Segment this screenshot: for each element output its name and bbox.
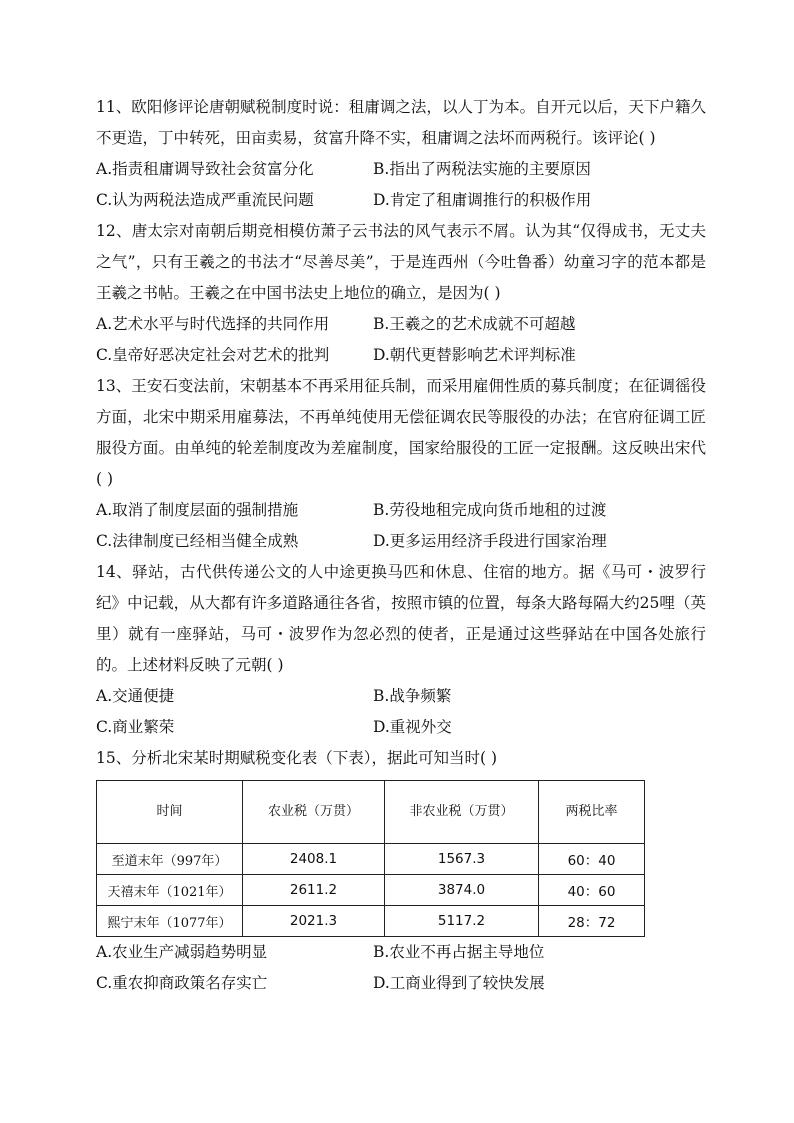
question-11-stem: 11、欧阳修评论唐朝赋税制度时说：租庸调之法，以人丁为本。自开元以后，天下户籍久不更造，丁中转死，田亩卖易，贫富升降不实，租庸调之法坏而两税行。该评论( ) — [96, 98, 706, 147]
table-cell-ratio: 60：40 — [539, 844, 645, 875]
option-14-c[interactable]: C.商业繁荣 — [96, 718, 175, 736]
option-15-c[interactable]: C.重农抑商政策名存实亡 — [96, 974, 268, 992]
option-14-a[interactable]: A.交通便捷 — [96, 687, 175, 705]
table-cell-time: 天禧末年（1021年） — [97, 875, 243, 906]
option-15-a[interactable]: A.农业生产减弱趋势明显 — [96, 943, 268, 961]
tax-table-header-nonagri: 非农业税（万贯） — [385, 781, 539, 844]
option-12-d[interactable]: D.朝代更替影响艺术评判标准 — [373, 346, 576, 364]
tax-table-header-agri: 农业税（万贯） — [243, 781, 385, 844]
tax-table — [96, 780, 645, 937]
option-13-c[interactable]: C.法律制度已经相当健全成熟 — [96, 532, 299, 550]
table-cell-time: 熙宁末年（1077年） — [97, 906, 243, 937]
question-12 — [96, 216, 706, 371]
table-cell-ratio: 40：60 — [539, 875, 645, 906]
table-cell-nonagri: 5117.2 — [385, 906, 539, 937]
option-12-a[interactable]: A.艺术水平与时代选择的共同作用 — [96, 315, 330, 333]
question-11 — [96, 92, 706, 216]
table-cell-ratio: 28：72 — [539, 906, 645, 937]
table-row — [97, 844, 645, 875]
question-14 — [96, 557, 706, 743]
option-11-a[interactable]: A.指责租庸调导致社会贫富分化 — [96, 160, 314, 178]
option-14-b[interactable]: B.战争频繁 — [373, 687, 452, 705]
question-14-options — [96, 681, 706, 743]
question-14-stem: 14、驿站，古代供传递公文的人中途更换马匹和休息、住宿的地方。据《马可・波罗行纪》中记载，从大都有许多道路通往各省，按照市镇的位置，每条大路每隔大约25哩（英里）就有一座驿站，马可・波罗作为忽必烈的使者，正是通过这些驿站在中国各处旅行的。上述材料反映了元朝( ) — [96, 563, 706, 674]
table-cell-nonagri: 1567.3 — [385, 844, 539, 875]
option-15-b[interactable]: B.农业不再占据主导地位 — [373, 943, 545, 961]
question-15-options — [96, 937, 706, 999]
tax-table-header-ratio: 两税比率 — [539, 781, 645, 844]
exam-page — [96, 92, 706, 999]
question-11-options — [96, 154, 706, 216]
table-row — [97, 875, 645, 906]
table-cell-agri: 2408.1 — [243, 844, 385, 875]
question-15-stem: 15、分析北宋某时期赋税变化表（下表），据此可知当时( ) — [96, 749, 497, 767]
question-13 — [96, 371, 706, 557]
option-11-d[interactable]: D.肯定了租庸调推行的积极作用 — [373, 191, 592, 209]
option-13-b[interactable]: B.劳役地租完成向货币地租的过渡 — [373, 501, 607, 519]
option-14-d[interactable]: D.重视外交 — [373, 718, 452, 736]
table-cell-agri: 2021.3 — [243, 906, 385, 937]
question-13-stem: 13、王安石变法前，宋朝基本不再采用征兵制，而采用雇佣性质的募兵制度；在征调徭役方面，北宋中期采用雇募法，不再单纯使用无偿征调农民等服役的办法；在官府征调工匠服役方面。由单纯的轮差制度改为差雇制度，国家给服役的工匠一定报酬。这反映出宋代( ) — [96, 377, 706, 488]
question-12-options — [96, 309, 706, 371]
table-cell-agri: 2611.2 — [243, 875, 385, 906]
option-13-d[interactable]: D.更多运用经济手段进行国家治理 — [373, 532, 607, 550]
tax-table-header-time: 时间 — [97, 781, 243, 844]
table-row — [97, 906, 645, 937]
question-15 — [96, 743, 706, 999]
question-12-stem: 12、唐太宗对南朝后期竞相模仿萧子云书法的风气表示不屑。认为其“仅得成书，无丈夫之气”，只有王羲之的书法才“尽善尽美”，于是连西州（今吐鲁番）幼童习字的范本都是王羲之书帖。王羲之在中国书法史上地位的确立，是因为( ) — [96, 222, 706, 302]
table-cell-nonagri: 3874.0 — [385, 875, 539, 906]
option-11-b[interactable]: B.指出了两税法实施的主要原因 — [373, 160, 591, 178]
tax-table-header-row — [97, 781, 645, 844]
option-12-c[interactable]: C.皇帝好恶决定社会对艺术的批判 — [96, 346, 330, 364]
table-cell-time: 至道末年（997年） — [97, 844, 243, 875]
option-12-b[interactable]: B.王羲之的艺术成就不可超越 — [373, 315, 576, 333]
question-13-options — [96, 495, 706, 557]
option-11-c[interactable]: C.认为两税法造成严重流民问题 — [96, 191, 314, 209]
option-13-a[interactable]: A.取消了制度层面的强制措施 — [96, 501, 299, 519]
option-15-d[interactable]: D.工商业得到了较快发展 — [373, 974, 545, 992]
